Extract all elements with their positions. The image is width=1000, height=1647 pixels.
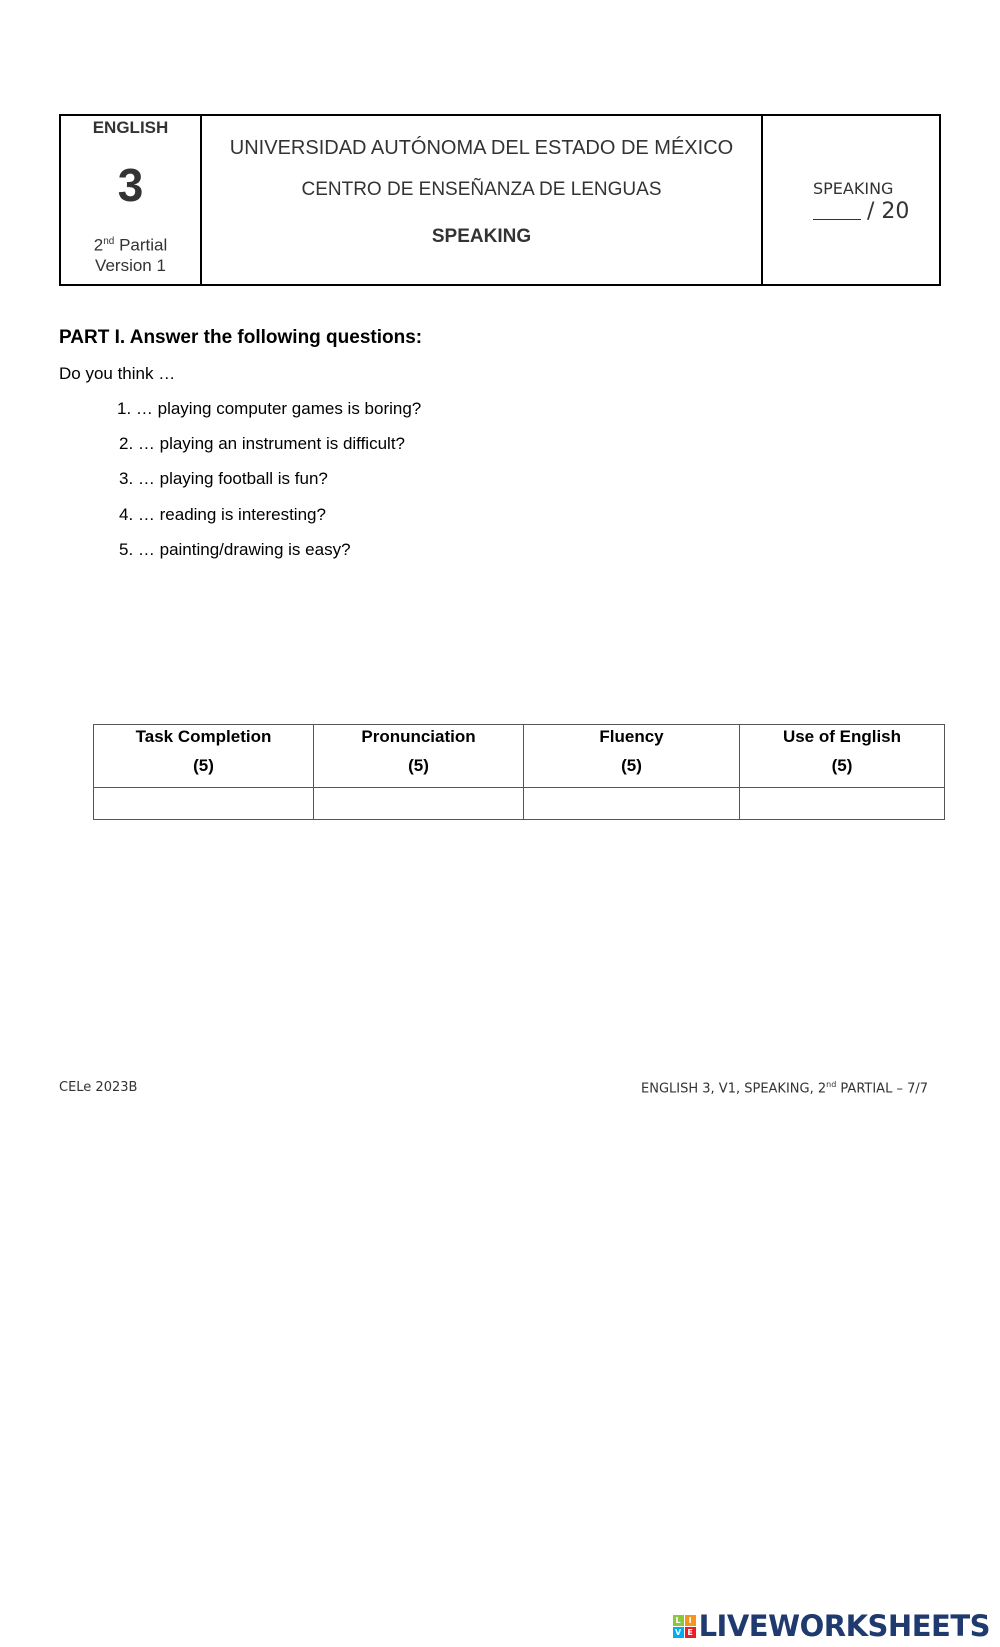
exam-header (59, 114, 941, 286)
score-cell-fluency[interactable] (524, 788, 740, 820)
live-mark-icon (673, 1615, 696, 1638)
footer-info (641, 1080, 928, 1096)
rubric-table (93, 724, 945, 820)
header-level-cell (61, 116, 202, 284)
liveworksheets-logo[interactable] (673, 1609, 990, 1643)
rubric-label: Pronunciation (361, 727, 476, 746)
rubric-points: (5) (621, 756, 642, 775)
score-cell-task-completion[interactable] (94, 788, 314, 820)
rubric-points: (5) (408, 756, 429, 775)
footer-info-sup: nd (826, 1080, 837, 1089)
partial-info (61, 232, 200, 276)
logo-text: LIVEWORKSHEETS (698, 1609, 990, 1643)
score-label: SPEAKING (813, 179, 894, 198)
footer-info-post: PARTIAL – 7/7 (836, 1081, 928, 1097)
version-label: Version 1 (95, 255, 166, 275)
rubric-header-row (94, 725, 945, 788)
header-title-cell (202, 116, 763, 284)
footer-code: CELe 2023B (59, 1080, 138, 1095)
question-item: 4. … reading is interesting? (119, 505, 326, 524)
header-score-cell (763, 116, 939, 284)
question-item: 3. … playing football is fun? (119, 469, 328, 488)
mark-letter: L (673, 1615, 684, 1626)
score-blank-input[interactable] (813, 199, 861, 220)
question-item: 5. … painting/drawing is easy? (119, 540, 351, 559)
score-cell-pronunciation[interactable] (314, 788, 524, 820)
mark-letter: V (673, 1627, 684, 1638)
mark-letter: I (685, 1615, 696, 1626)
score-cell-use-of-english[interactable] (740, 788, 945, 820)
partial-word: Partial (119, 235, 168, 255)
rubric-use-of-english (740, 725, 945, 788)
level-number: 3 (117, 159, 144, 211)
score-total: / 20 (867, 199, 910, 224)
footer-info-pre: ENGLISH 3, V1, SPEAKING, 2 (641, 1081, 827, 1097)
rubric-label: Task Completion (135, 727, 272, 746)
question-intro: Do you think … (59, 364, 176, 383)
university-name: UNIVERSIDAD AUTÓNOMA DEL ESTADO DE MÉXICO (229, 137, 734, 159)
rubric-fluency (524, 725, 740, 788)
rubric-points: (5) (831, 756, 853, 775)
rubric-pronunciation (314, 725, 524, 788)
partial-suffix: nd (103, 236, 115, 247)
question-item: 1. … playing computer games is boring? (117, 399, 422, 418)
part-title: PART I. Answer the following questions: (59, 327, 423, 348)
center-name: CENTRO DE ENSEÑANZA DE LENGUAS (301, 179, 662, 200)
rubric-score-row (94, 788, 945, 820)
score-field (813, 199, 909, 224)
rubric-points: (5) (193, 756, 214, 775)
question-item: 2. … playing an instrument is difficult? (119, 434, 405, 453)
mark-letter: E (685, 1627, 696, 1638)
rubric-task-completion (94, 725, 314, 788)
partial-number: 2 (93, 235, 104, 255)
section-title: SPEAKING (431, 226, 532, 247)
rubric-label: Use of English (782, 727, 902, 746)
rubric-label: Fluency (599, 727, 664, 746)
subject-label: ENGLISH (92, 118, 169, 137)
